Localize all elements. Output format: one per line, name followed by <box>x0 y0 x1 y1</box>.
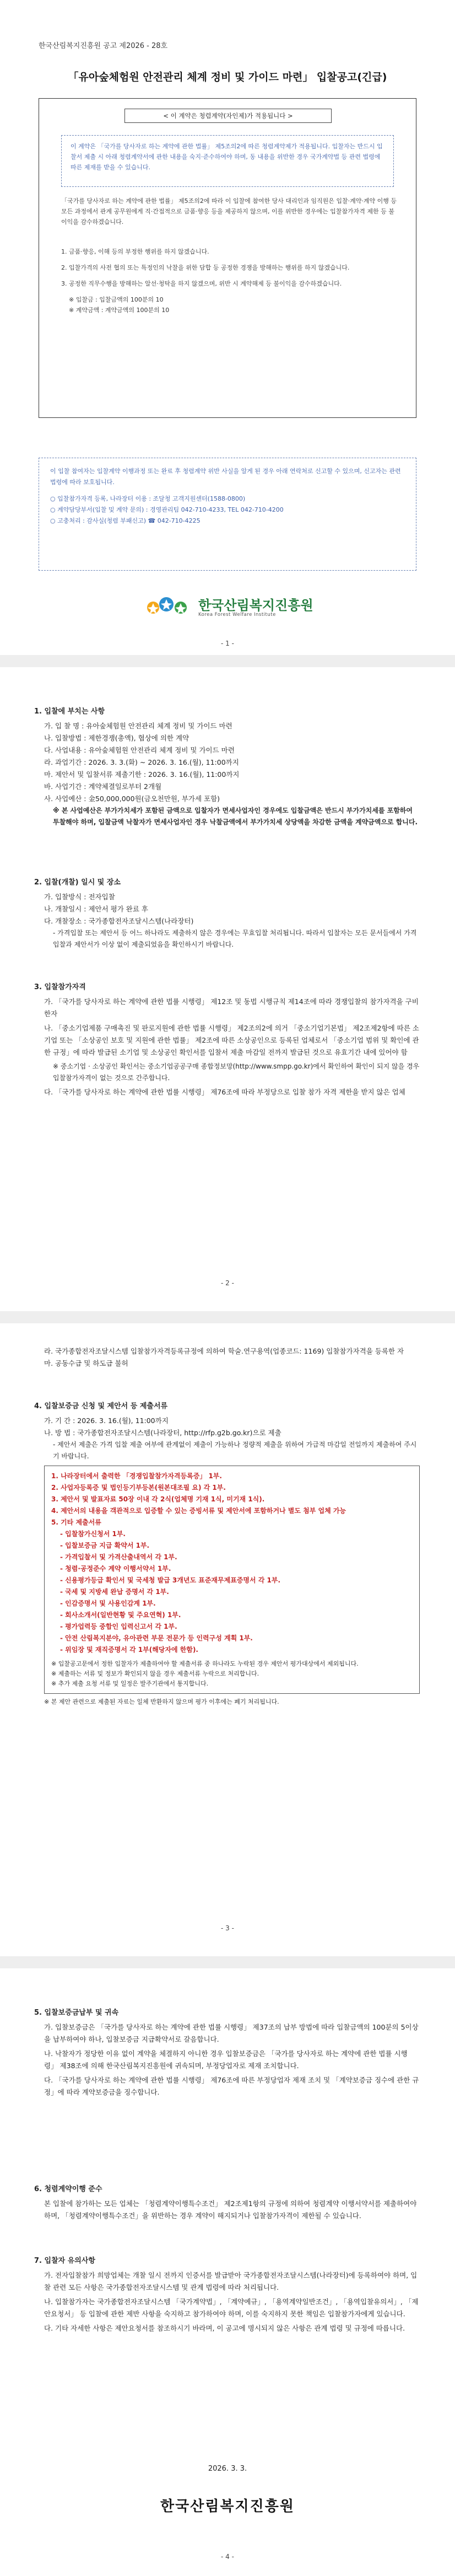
section-item: 가. 입찰방식 : 전자입찰 <box>44 893 115 901</box>
section-text: 본 입찰에 참가하는 모든 업체는 「청렴계약이행특수조건」 제2조제1항의 규정에 의하여 청렴계약 이행서약서를 제출하여야 하며, 「청렴계약이행특수조건」을 위반하는 경우 계약이 해지되거나 입찰참가자격이 제한될 수 있습니다. <box>44 2199 417 2220</box>
page-4 <box>0 1957 455 2576</box>
doc-item: 3. 제안서 및 발표자료 50장 이내 각 2식(업체명 기재 1식, 미기재 1식). <box>51 1495 265 1503</box>
section-item: 가. 기 간 : 2026. 3. 16.(월), 11:00까지 <box>44 1416 169 1425</box>
logo-subtitle: Korea Forest Welfare Institute <box>198 612 276 618</box>
section-1 <box>34 706 420 828</box>
section-note: ※ 본 사업예산은 부가가치세가 포함된 금액으로 입찰자가 면세사업자인 경우에도 입찰금액은 반드시 부가가치세를 포함하여 투찰해야 하며, 입찰금액 낙찰자가 면세사업자인 경우 낙찰금액에서 부가가치세 상당액을 차감한 금액을 계약금액으로 합니다. <box>53 807 418 826</box>
integrity-items <box>61 246 397 315</box>
doc-item: 1. 나라장터에서 출력한 「경쟁입찰참가자격등록증」 1부. <box>51 1472 222 1480</box>
section-item: 라. 국가종합전자조달시스템 입찰참가자격등록규정에 의하여 학술.연구용역(업종코드: 1169) 입찰참가자격을 등록한 자 <box>44 1347 404 1355</box>
page-number: - 2 - <box>221 1279 234 1287</box>
logo-name: 한국산림복지진흥원 <box>198 598 313 613</box>
doc-item: - 신용평가등급 확인서 및 국세청 발급 3개년도 표준재무제표증명서 각 1부. <box>60 1576 281 1584</box>
integrity-item: ※ 계약금액 : 계약금액의 100분의 10 <box>69 307 170 314</box>
section-note: - 가격입찰 또는 제안서 등 어느 하나라도 제출하지 않은 경우에는 무효입찰 처리됩니다. 따라서 입찰자는 모든 문서들에서 가격입찰과 제안서가 이상 없이 제출되었음을 확인하시기 바랍니다. <box>53 929 417 948</box>
integrity-notice-heading: < 이 계약은 청렴계약(자인제)가 적용됩니다 > <box>124 109 332 123</box>
required-documents-box <box>44 1466 420 1694</box>
section-item: 가. 「국가를 당사자로 하는 계약에 관한 법률 시행령」 제12조 및 동법 시행규칙 제14조에 따라 경쟁입찰의 참가자격을 구비한자 <box>44 997 419 1018</box>
section-item: 다. 「국가를 당사자로 하는 계약에 관한 법률 시행령」 제76조에 따른 부정당업자 제재 조치 및 「계약보증금 징수에 관한 규정」에 따라 계약보증금을 징수합니다. <box>44 2076 419 2096</box>
section-item: 나. 방 법 : 국가종합전자조달시스템(나라장터, http://rfp.g2b.go.kr)으로 제출 <box>44 1429 281 1437</box>
section-item: 나. 입찰방법 : 제한경쟁(총액), 협상에 의한 계약 <box>44 734 189 742</box>
section-heading: 1. 입찰에 부치는 사항 <box>34 707 105 716</box>
contact-line: ○ 고충처리 : 감사실(청렴 부패신고) ☎ 042-710-4225 <box>50 517 201 524</box>
doc-item: - 가격입찰서 및 가격산출내역서 각 1부. <box>60 1553 177 1561</box>
doc-note: ※ 추가 제출 요청 서류 및 일정은 발주기관에서 통지합니다. <box>51 1680 209 1687</box>
notice-number: 한국산림복지진흥원 공고 제2026 - 28호 <box>39 42 168 50</box>
integrity-intro-box: 이 계약은 「국가를 당사자로 하는 계약에 관한 법률」 제5조의2에 따른 청렴계약제가 적용됩니다. 입찰자는 반드시 입찰서 제출 시 아래 청렴계약서에 관한 내용을 숙지·준수하여야 하며, 동 내용을 위반한 경우 국가계약법 등 관련 법령에 따른 제재를 받을 수 있습니다. <box>61 135 394 187</box>
issuer-signature: 한국산림복지진흥원 <box>160 2498 295 2515</box>
contact-line: ○ 입찰참가자격 등록, 나라장터 이용 : 조달청 고객지원센터(1588-0800) <box>50 495 246 502</box>
section-item: 마. 제안서 및 입찰서류 제출기한 : 2026. 3. 16.(월), 11:00까지 <box>44 770 240 779</box>
document-title: 「유아숲체험원 안전관리 체계 정비 및 가이드 마련」 입찰공고(긴급) <box>68 71 387 83</box>
doc-note: ※ 제출하는 서류 및 정보가 확인되지 않을 경우 제출서류 누락으로 처리합니다. <box>51 1670 259 1677</box>
section-item: 다. 개찰장소 : 국가종합전자조달시스템(나라장터) <box>44 917 194 925</box>
section-7 <box>34 2255 420 2334</box>
contact-line: ○ 계약담당부서(입찰 및 계약 문의) : 경영관리팀 042-710-4233, TEL 042-710-4200 <box>50 506 284 513</box>
section-heading: 4. 입찰보증금 신청 및 제안서 등 제출서류 <box>34 1402 168 1410</box>
section-heading: 7. 입찰자 유의사항 <box>34 2257 95 2265</box>
section-heading: 5. 입찰보증금납부 및 귀속 <box>34 2009 119 2017</box>
notice-date: 2026. 3. 3. <box>208 2465 247 2473</box>
section-item: 나. 「중소기업제품 구매촉진 및 판로지원에 관한 법률 시행령」 제2조의2에 의거 「중소기업기본법」 제2조제2항에 따른 소기업 또는 「소상공인 보호 및 지원에 관한 법률」 제2조에 따른 소상공인으로 등록된 업체로서 「중소기업 범위 및 확인에 관한 규정」에 따라 발급된 소기업 및 소상공인 확인서를 입찰서 제출 마감일 전까지 발급된 것으로 유효기간 내에 있어야 함 <box>44 1024 419 1056</box>
section-item: 나. 입찰참가자는 국가종합전자조달시스템 「국가계약법」, 「계약예규」, 「용역계약일반조건」, 「용역입찰유의서」, 「제안요청서」 등 입찰에 관한 제반 사항을 숙지하고 참가하여야 하며, 이를 숙지하지 못한 책임은 입찰참가자에게 있습니다. <box>44 2298 419 2318</box>
doc-item: - 평가업력등 중합인 입력신고서 각 1부. <box>60 1623 177 1630</box>
section-item: 나. 개찰일시 : 제안서 평가 완료 후 <box>44 905 149 913</box>
section-item: 바. 사업기간 : 계약체결일로부터 2개월 <box>44 782 162 791</box>
section-item: 가. 전자입찰참가 희망업체는 개찰 일시 전까지 인증서를 발급받아 국가종합전자조달시스템(나라장터)에 등록하여야 하며, 입찰 관련 모든 사항은 국가종합전자조달시스템 및 관계 법령에 따라 처리됩니다. <box>44 2271 418 2291</box>
integrity-item: 3. 공정한 직무수행을 방해하는 알선·청탁을 하지 않겠으며, 위반 시 계약해제 등 불이익을 감수하겠습니다. <box>61 280 342 287</box>
section-note: ※ 본 제안 관련으로 제출된 자료는 일체 반환하지 않으며 평가 이후에는 폐기 처리됩니다. <box>44 1698 279 1705</box>
doc-item: - 위임장 및 재직증명서 각 1부(해당자에 한함). <box>60 1646 198 1654</box>
doc-note: ※ 입찰공고문에서 정한 입찰자가 제출하여야 할 제출서류 중 하나라도 누락된 경우 제안서 평가대상에서 제외됩니다. <box>51 1660 359 1667</box>
page-3 <box>0 1312 455 1957</box>
section-3 <box>34 981 420 1098</box>
section-3-continued <box>34 1345 420 1370</box>
doc-item: - 입찰참가신청서 1부. <box>60 1530 126 1538</box>
doc-item: - 입찰보증금 지급 확약서 1부. <box>60 1542 150 1549</box>
integrity-item: 2. 입찰가격의 사전 협의 또는 특정인의 낙찰을 위한 담합 등 공정한 경쟁을 방해하는 행위를 하지 않겠습니다. <box>61 264 350 271</box>
section-6 <box>34 2183 420 2222</box>
doc-item: - 인감증명서 및 사용인감계 1부. <box>60 1600 156 1607</box>
doc-item: - 회사소개서(일반현황 및 주요연혁) 1부. <box>60 1611 181 1619</box>
section-5 <box>34 2007 420 2099</box>
doc-item: 5. 기타 제출서류 <box>51 1518 101 1526</box>
section-note: - 제안서 제출은 가격 입찰 제출 여부에 관계없이 제출이 가능하나 정량적 제출을 위하여 가급적 마감일 전일까지 제출하여 주시기 바랍니다. <box>53 1441 417 1460</box>
section-2 <box>34 877 420 951</box>
doc-item: - 안전 산림복지분야, 유아관련 부문 전문가 등 인력구성 계획 1부. <box>60 1634 253 1642</box>
integrity-notice-box <box>39 98 416 418</box>
doc-item: - 국세 및 지방세 완납 증명서 각 1부. <box>60 1588 169 1596</box>
section-heading: 3. 입찰참가자격 <box>34 983 86 991</box>
integrity-paragraph: 「국가를 당사자로 하는 계약에 관한 법률」 제5조의2에 따라 이 입찰에 참여한 당사 대리인과 임직원은 입찰·계약·계약 이행 등 모든 과정에서 관계 공무원에게 직·간접적으로 금품·향응 등을 제공하지 않으며, 이를 위반한 경우에는 입찰참가자격 제한 등 불이익을 감수하겠습니다. <box>61 197 397 226</box>
page-number: - 4 - <box>221 2553 234 2561</box>
section-note: ※ 중소기업 · 소상공인 확인서는 중소기업공공구매 종합정보망(http://www.smpp.go.kr)에서 확인하여 확인이 되지 않을 경우 입찰참가자격이 없는 것으로 간주합니다. <box>53 1062 420 1082</box>
section-4 <box>34 1400 420 1707</box>
section-item: 다. 사업내용 : 유아숲체험원 안전관리 체계 정비 및 가이드 마련 <box>44 746 235 754</box>
page-number: - 1 - <box>221 640 234 647</box>
section-item: 가. 입찰보증금은 「국가를 당사자로 하는 계약에 관한 법률 시행령」 제37조의 납부 방법에 따라 입찰금액의 100분의 5이상을 납부하여야 하나, 입찰보증금 지급확약서로 갈음합니다. <box>44 2023 419 2043</box>
section-item: 마. 공동수급 및 하도급 불허 <box>44 1359 128 1367</box>
section-item: 가. 입 찰 명 : 유아숲체험원 안전관리 체계 정비 및 가이드 마련 <box>44 722 232 730</box>
institute-logo <box>143 591 319 624</box>
section-heading: 2. 입찰(개찰) 일시 및 장소 <box>34 878 121 887</box>
section-item: 다. 「국가를 당사자로 하는 계약에 관한 법률 시행령」 제76조에 따라 부정당으로 입찰 참가 자격 제한을 받지 않은 업체 <box>44 1088 405 1096</box>
section-heading: 6. 청렴계약이행 준수 <box>34 2185 102 2193</box>
report-text: 이 입찰 참여자는 입찰계약 이행과정 또는 완료 후 청렴계약 위반 사실을 알게 된 경우 아래 연락처로 신고할 수 있으며, 신고자는 관련 법령에 따라 보호됩니다. <box>50 468 401 486</box>
report-contact-box <box>39 458 416 571</box>
page-number: - 3 - <box>221 1924 234 1932</box>
section-item: 라. 과업기간 : 2026. 3. 3.(화) ~ 2026. 3. 16.(월), 11:00까지 <box>44 758 239 766</box>
page-2 <box>0 656 455 1312</box>
integrity-item: ※ 입찰금 : 입찰금액의 100분의 10 <box>69 296 164 303</box>
doc-item: 2. 사업자등록증 및 법인등기부등본(원본대조필 요) 각 1부. <box>51 1484 226 1491</box>
doc-item: 4. 제안서의 내용을 객관적으로 입증할 수 있는 증빙서류 및 제안서에 포함하거나 별도 첨부 업체 가능 <box>51 1507 346 1515</box>
doc-item: - 청렴·공정준수 계약 이행서약서 1부. <box>60 1565 171 1573</box>
section-item: 나. 낙찰자가 정당한 이유 없이 계약을 체결하지 아니한 경우 입찰보증금은 「국가를 당사자로 하는 계약에 관한 법률 시행령」 제38조에 의해 한국산림복지진흥원에 귀속되며, 부정당업자로 제재 조치합니다. <box>44 2049 408 2070</box>
section-item: 다. 기타 자세한 사항은 제안요청서를 참조하시기 바라며, 이 공고에 명시되지 않은 사항은 관계 법령 및 규정에 따릅니다. <box>44 2324 405 2332</box>
integrity-item: 1. 금품·향응, 이해 등의 부정한 행위를 하지 않겠습니다. <box>61 248 209 255</box>
section-item: 사. 사업예산 : 金50,000,000원(금오천만원, 부가세 포함) <box>44 795 220 803</box>
forest-logo-icon <box>143 591 193 624</box>
page-1 <box>0 0 455 656</box>
